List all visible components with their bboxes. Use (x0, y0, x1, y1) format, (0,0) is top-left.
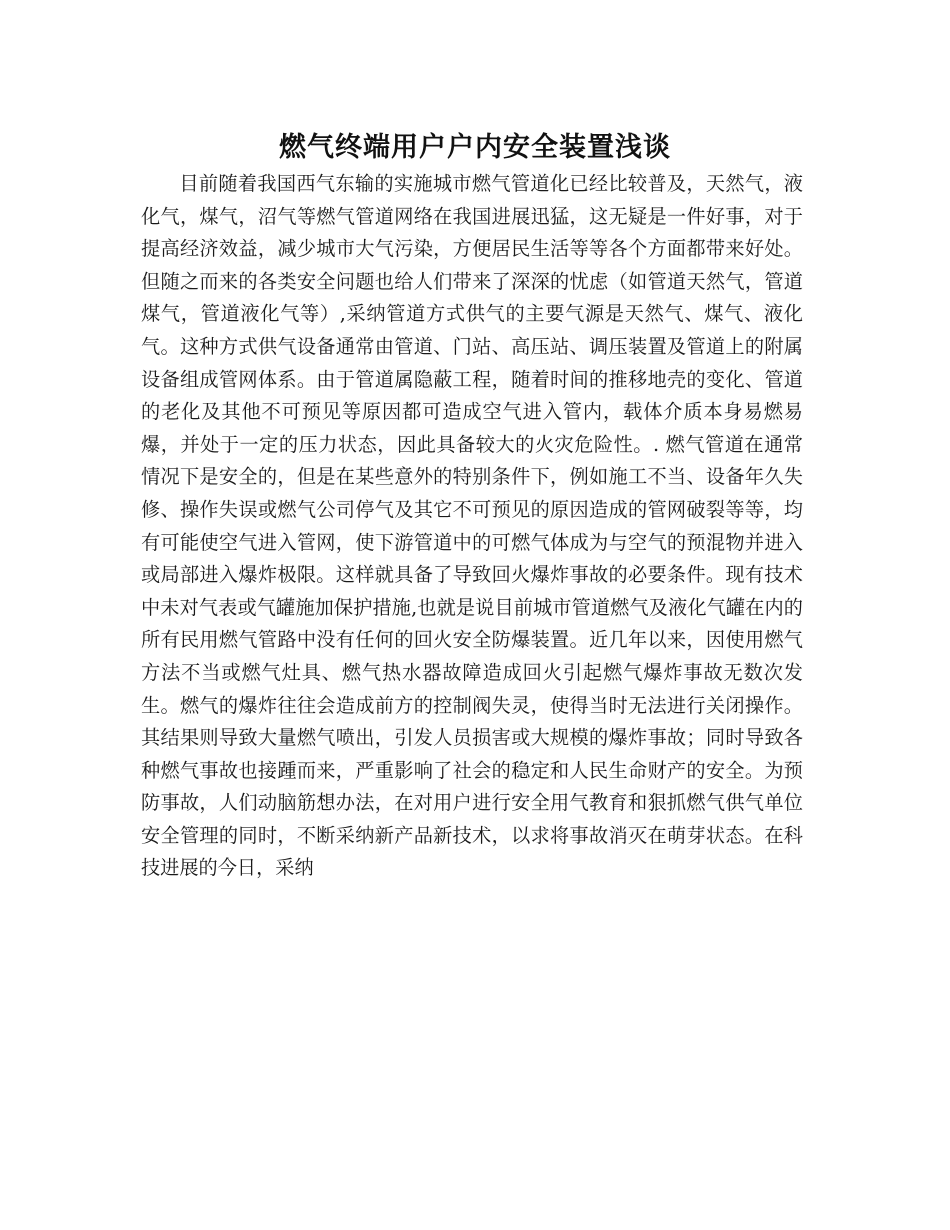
document-title: 燃气终端用户户内安全装置浅谈 (279, 132, 671, 164)
body-paragraph: 目前随着我国西气东输的实施城市燃气管道化已经比较普及，天然气，液化气，煤气，沼气等燃气管道网络在我国进展迅猛，这无疑是一件好事，对于提高经济效益，减少城市大气污染，方便居民生活等等各个方面都带来好处。但随之而来的各类安全问题也给人们带来了深深的忧虑（如管道天然气，管道煤气，管道液化气等）,采纳管道方式供气的主要气源是天然气、煤气、液化气。这种方式供气设备通常由管道、门站、高压站、调压装置及管道上的附属设备组成管网体系。由于管道属隐蔽工程，随着时间的推移地壳的变化、管道的老化及其他不可预见等原因都可造成空气进入管内，载体介质本身易燃易爆，并处于一定的压力状态，因此具备较大的火灾危险性。. 燃气管道在通常情况下是安全的，但是在某些意外的特别条件下，例如施工不当、设备年久失修、操作失误或燃气公司停气及其它不可预见的原因造成的管网破裂等等，均有可能使空气进入管网，使下游管道中的可燃气体成为与空气的预混物并进入或局部进入爆炸极限。这样就具备了导致回火爆炸事故的必要条件。现有技术中未对气表或气罐施加保护措施,也就是说目前城市管道燃气及液化气罐在内的所有民用燃气管路中没有任何的回火安全防爆装置。近几年以来，因使用燃气方法不当或燃气灶具、燃气热水器故障造成回火引起燃气爆炸事故无数次发生。燃气的爆炸往往会造成前方的控制阀失灵，使得当时无法进行关闭操作。其结果则导致大量燃气喷出，引发人员损害或大规模的爆炸事故；同时导致各种燃气事故也接踵而来，严重影响了社会的稳定和人民生命财产的安全。为预防事故，人们动脑筋想办法，在对用户进行安全用气教育和狠抓燃气供气单位安全管理的同时，不断采纳新产品新技术，以求将事故消灭在萌芽状态。在科技进展的今日，采纳 (141, 172, 803, 880)
